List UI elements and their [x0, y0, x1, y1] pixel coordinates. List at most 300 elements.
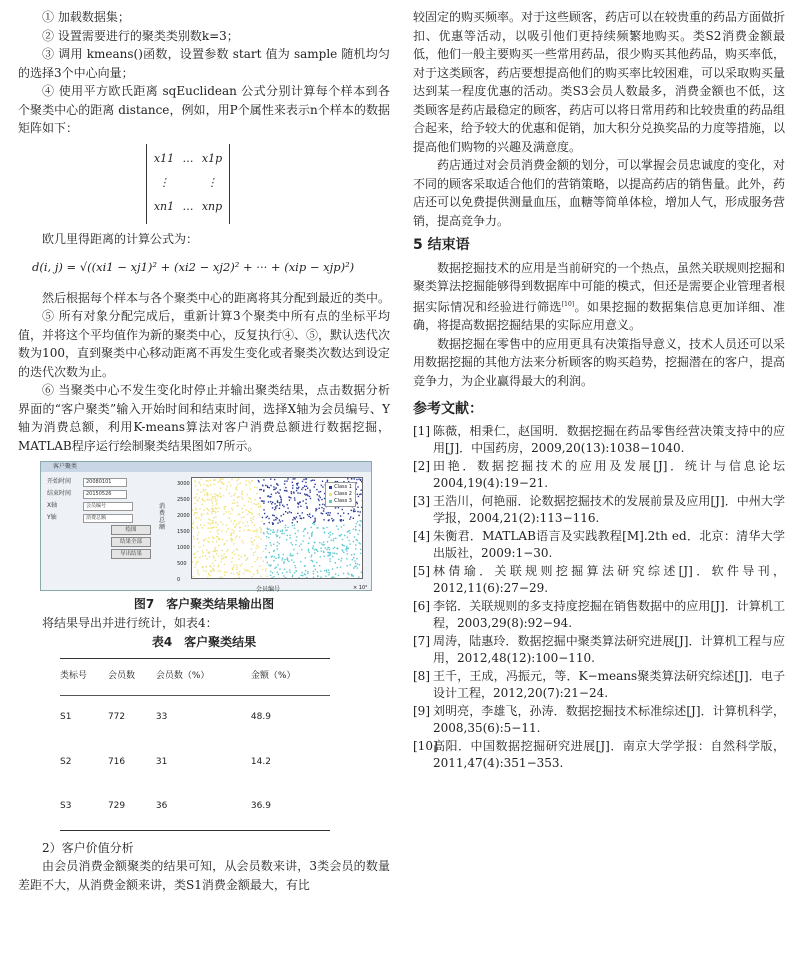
scatter-point: [234, 526, 235, 527]
scatter-point: [235, 488, 236, 489]
scatter-point: [268, 528, 269, 529]
scatter-point: [203, 545, 204, 546]
scatter-point: [296, 540, 297, 541]
scatter-point: [327, 480, 328, 481]
scatter-point: [329, 515, 330, 516]
scatter-point: [233, 500, 234, 501]
scatter-point: [250, 498, 251, 499]
scatter-point: [266, 536, 267, 537]
scatter-point: [321, 499, 322, 500]
scatter-point: [220, 521, 221, 522]
scatter-point: [198, 542, 199, 543]
scatter-point: [285, 511, 286, 512]
scatter-point: [305, 482, 306, 483]
scatter-point: [286, 571, 287, 572]
scatter-point: [258, 480, 259, 481]
scatter-point: [304, 573, 305, 574]
scatter-point: [360, 511, 361, 512]
scatter-point: [240, 565, 241, 566]
scatter-point: [271, 556, 272, 557]
scatter-point: [197, 500, 198, 501]
scatter-point: [230, 485, 231, 486]
scatter-point: [357, 511, 358, 512]
scatter-point: [261, 521, 262, 522]
scatter-point: [302, 487, 303, 488]
scatter-point: [207, 486, 208, 487]
y-tick: 3000: [177, 481, 190, 487]
scatter-point: [303, 479, 304, 480]
legend-entry: Class 1: [334, 484, 352, 490]
scatter-point: [251, 548, 252, 549]
scatter-point: [343, 512, 344, 513]
scatter-point: [345, 548, 346, 549]
scatter-point: [263, 479, 264, 480]
table-cell: 36.9: [251, 785, 330, 830]
scatter-point: [195, 485, 196, 486]
scatter-point: [330, 512, 331, 513]
scatter-point: [270, 478, 271, 479]
scatter-point: [197, 534, 198, 535]
reference-item: [3] 王浩川，何艳丽．论数据挖掘技术的发展前景及应用[J]．中州大学学报，2004,21(2):113−116.: [413, 493, 785, 525]
scatter-point: [210, 528, 211, 529]
scatter-point: [300, 544, 301, 545]
scatter-point: [297, 506, 298, 507]
scatter-point: [321, 550, 322, 551]
scatter-point: [203, 489, 204, 490]
scatter-point: [195, 508, 196, 509]
scatter-point: [284, 481, 285, 482]
scatter-point: [202, 556, 203, 557]
scatter-point: [277, 545, 278, 546]
scatter-point: [260, 532, 261, 533]
scatter-point: [285, 527, 286, 528]
scatter-point: [361, 507, 362, 508]
scatter-point: [218, 481, 219, 482]
scatter-point: [278, 557, 279, 558]
scatter-point: [280, 497, 281, 498]
scatter-point: [300, 561, 301, 562]
scatter-point: [206, 508, 207, 509]
scatter-point: [252, 544, 253, 545]
scatter-point: [293, 562, 294, 563]
scatter-point: [227, 540, 228, 541]
scatter-point: [269, 564, 270, 565]
matrix-cell: x1p: [201, 152, 223, 166]
scatter-point: [275, 519, 276, 520]
scatter-point: [253, 503, 254, 504]
end-date-input[interactable]: 20150526: [83, 490, 127, 499]
scatter-plot: [191, 477, 363, 579]
scatter-point: [239, 530, 240, 531]
scatter-point: [356, 523, 357, 524]
scatter-point: [237, 505, 238, 506]
scatter-point: [341, 519, 342, 520]
scatter-point: [208, 510, 209, 511]
scatter-point: [218, 545, 219, 546]
scatter-point: [324, 532, 325, 533]
scatter-point: [290, 497, 291, 498]
scatter-point: [209, 553, 210, 554]
scatter-point: [202, 498, 203, 499]
scatter-point: [271, 577, 272, 578]
scatter-point: [261, 489, 262, 490]
scatter-point: [254, 540, 255, 541]
scatter-point: [347, 573, 348, 574]
scatter-point: [348, 540, 349, 541]
scatter-point: [207, 499, 208, 500]
scatter-point: [323, 510, 324, 511]
scatter-point: [210, 523, 211, 524]
scatter-point: [240, 483, 241, 484]
scatter-point: [199, 497, 200, 498]
scatter-point: [333, 519, 334, 520]
scatter-point: [354, 554, 355, 555]
scatter-point: [269, 522, 270, 523]
scatter-point: [212, 508, 213, 509]
table-row: [60, 785, 330, 830]
scatter-point: [326, 570, 327, 571]
reference-item: [8] 王千，王成，冯振元，等．K−means聚类算法研究综述[J]．电子设计工程，2012,20(7):21−24.: [413, 668, 785, 700]
plot-y-label: 消费总额: [159, 503, 166, 531]
scatter-point: [267, 516, 268, 517]
scatter-point: [256, 548, 257, 549]
scatter-point: [323, 519, 324, 520]
scatter-point: [252, 566, 253, 567]
scatter-point: [193, 546, 194, 547]
export-button[interactable]: 导出结果: [111, 549, 151, 559]
scatter-point: [194, 566, 195, 567]
scatter-point: [309, 538, 310, 539]
paragraph: 药店通过对会员消费金额的划分，可以掌握会员忠诚度的变化，对不同的顾客采取适合他们的营销策略，以提高药店的销售量。此外，药店还可以免费提供测量血压，血糖等简单体检，增加人气，形成服务营销，提高竞争力。: [413, 158, 786, 228]
scatter-point: [233, 495, 234, 496]
scatter-point: [347, 553, 348, 554]
scatter-point: [231, 538, 232, 539]
scatter-point: [280, 521, 281, 522]
scatter-point: [288, 561, 289, 562]
scatter-point: [309, 490, 310, 491]
scatter-point: [233, 550, 234, 551]
scatter-point: [236, 524, 237, 525]
scatter-point: [286, 480, 287, 481]
scatter-point: [210, 575, 211, 576]
scatter-point: [322, 481, 323, 482]
scatter-point: [256, 504, 257, 505]
scatter-point: [215, 512, 216, 513]
scatter-point: [207, 480, 208, 481]
scatter-point: [289, 569, 290, 570]
scatter-point: [301, 489, 302, 490]
scatter-point: [234, 554, 235, 555]
x-axis-select[interactable]: 会员编号: [83, 502, 133, 511]
scatter-point: [210, 566, 211, 567]
scatter-point: [314, 480, 315, 481]
scatter-point: [284, 490, 285, 491]
scatter-point: [250, 512, 251, 513]
scatter-point: [340, 515, 341, 516]
scatter-point: [268, 518, 269, 519]
scatter-point: [292, 482, 293, 483]
reference-item: [2] 田艳．数据挖掘技术的应用及发展[J]．统计与信息论坛 2004,19(4):19−21.: [413, 458, 785, 490]
scatter-point: [309, 552, 310, 553]
scatter-point: [322, 486, 323, 487]
scatter-point: [203, 510, 204, 511]
scatter-point: [215, 516, 216, 517]
scatter-point: [212, 541, 213, 542]
scatter-point: [276, 531, 277, 532]
scatter-point: [195, 512, 196, 513]
scatter-point: [192, 523, 193, 524]
scatter-point: [297, 483, 298, 484]
scatter-point: [279, 537, 280, 538]
scatter-point: [217, 499, 218, 500]
sub-heading: 2）客户价值分析: [42, 840, 134, 855]
scatter-point: [224, 507, 225, 508]
scatter-point: [311, 527, 312, 528]
scatter-point: [313, 545, 314, 546]
scatter-point: [294, 565, 295, 566]
data-matrix: [146, 144, 390, 224]
scatter-point: [214, 511, 215, 512]
scatter-point: [265, 568, 266, 569]
scatter-point: [257, 572, 258, 573]
scatter-point: [269, 496, 270, 497]
scatter-point: [297, 502, 298, 503]
scatter-point: [222, 539, 223, 540]
scatter-point: [341, 558, 342, 559]
scatter-point: [210, 484, 211, 485]
citation: [10]: [561, 300, 575, 308]
scatter-point: [296, 536, 297, 537]
scatter-point: [223, 554, 224, 555]
scatter-point: [216, 550, 217, 551]
scatter-point: [194, 481, 195, 482]
scatter-point: [275, 534, 276, 535]
scatter-point: [296, 483, 297, 484]
scatter-point: [347, 577, 348, 578]
scatter-point: [334, 547, 335, 548]
scatter-point: [231, 496, 232, 497]
scatter-point: [193, 538, 194, 539]
scatter-point: [360, 553, 361, 554]
scatter-point: [269, 552, 270, 553]
scatter-point: [268, 501, 269, 502]
scatter-point: [253, 554, 254, 555]
scatter-point: [272, 502, 273, 503]
scatter-point: [327, 555, 328, 556]
step-3: ③ 调用 kmeans()函数，设置参数 start 值为 sample 随机均匀的选择3个中心向量；: [18, 47, 390, 80]
scatter-point: [231, 479, 232, 480]
scatter-point: [360, 549, 361, 550]
scatter-point: [344, 535, 345, 536]
scatter-point: [335, 573, 336, 574]
scatter-point: [273, 560, 274, 561]
scatter-point: [353, 557, 354, 558]
scatter-point: [207, 577, 208, 578]
scatter-point: [351, 574, 352, 575]
scatter-point: [323, 544, 324, 545]
scatter-point: [243, 522, 244, 523]
scatter-point: [354, 560, 355, 561]
scatter-point: [293, 478, 294, 479]
scatter-point: [213, 511, 214, 512]
scatter-point: [353, 518, 354, 519]
scatter-point: [317, 571, 318, 572]
scatter-point: [312, 532, 313, 533]
scatter-point: [278, 554, 279, 555]
scatter-point: [357, 534, 358, 535]
scatter-point: [274, 532, 275, 533]
scatter-point: [227, 486, 228, 487]
scatter-point: [246, 480, 247, 481]
scatter-point: [272, 515, 273, 516]
scatter-point: [251, 576, 252, 577]
scatter-point: [311, 560, 312, 561]
scatter-point: [311, 533, 312, 534]
scatter-point: [295, 544, 296, 545]
scatter-point: [231, 561, 232, 562]
scatter-point: [210, 494, 211, 495]
right-column: [413, 8, 785, 773]
scatter-point: [276, 483, 277, 484]
scatter-point: [295, 533, 296, 534]
scatter-point: [340, 560, 341, 561]
scatter-point: [211, 508, 212, 509]
scatter-point: [350, 564, 351, 565]
scatter-point: [297, 553, 298, 554]
scatter-point: [274, 568, 275, 569]
scatter-point: [224, 543, 225, 544]
scatter-point: [256, 529, 257, 530]
result-button[interactable]: 结果全部: [111, 537, 151, 547]
scatter-point: [353, 529, 354, 530]
scatter-point: [282, 520, 283, 521]
scatter-point: [259, 527, 260, 528]
scatter-point: [276, 505, 277, 506]
scatter-point: [257, 487, 258, 488]
scatter-point: [292, 555, 293, 556]
scatter-point: [353, 508, 354, 509]
scatter-point: [285, 577, 286, 578]
scatter-point: [320, 571, 321, 572]
scatter-point: [300, 506, 301, 507]
table-cell: 772: [107, 712, 126, 722]
scatter-point: [244, 555, 245, 556]
scatter-point: [230, 534, 231, 535]
scatter-point: [326, 549, 327, 550]
scatter-point: [220, 496, 221, 497]
scatter-point: [223, 557, 224, 558]
scatter-point: [305, 570, 306, 571]
scatter-point: [263, 561, 264, 562]
scatter-point: [270, 501, 271, 502]
scatter-point: [312, 515, 313, 516]
scatter-point: [270, 485, 271, 486]
scatter-point: [273, 544, 274, 545]
paragraph-text: 。如果挖掘的数据集信息更加详细、准确，将提高数据挖掘结果的实际应用意义。: [413, 299, 785, 332]
legend-entry: Class 2: [334, 491, 352, 497]
scatter-point: [229, 493, 230, 494]
scatter-point: [329, 555, 330, 556]
scatter-point: [294, 572, 295, 573]
scatter-point: [260, 505, 261, 506]
scatter-point: [230, 521, 231, 522]
plot-button[interactable]: 绘图: [111, 525, 151, 535]
scatter-point: [237, 502, 238, 503]
scatter-point: [335, 578, 336, 579]
scatter-point: [241, 517, 242, 518]
scatter-point: [293, 492, 294, 493]
scatter-point: [200, 491, 201, 492]
scatter-point: [291, 493, 292, 494]
scatter-point: [361, 490, 362, 491]
export-text: 将结果导出并进行统计，如表4：: [42, 615, 218, 630]
scatter-point: [325, 576, 326, 577]
scatter-point: [262, 485, 263, 486]
table-header: 类标号: [60, 658, 108, 696]
scatter-point: [272, 532, 273, 533]
scatter-point: [258, 481, 259, 482]
scatter-point: [203, 491, 204, 492]
scatter-point: [280, 502, 281, 503]
scatter-point: [287, 535, 288, 536]
scatter-point: [359, 525, 360, 526]
scatter-point: [244, 505, 245, 506]
scatter-point: [330, 534, 331, 535]
scatter-point: [297, 521, 298, 522]
scatter-point: [300, 501, 301, 502]
scatter-point: [304, 565, 305, 566]
scatter-point: [232, 510, 233, 511]
scatter-point: [194, 512, 195, 513]
scatter-point: [245, 560, 246, 561]
scatter-point: [314, 521, 315, 522]
scatter-point: [242, 494, 243, 495]
start-date-input[interactable]: 20080101: [83, 478, 127, 487]
scatter-point: [256, 559, 257, 560]
table-cell: 48.9: [250, 712, 271, 722]
scatter-point: [223, 495, 224, 496]
scatter-point: [207, 541, 208, 542]
scatter-point: [202, 552, 203, 553]
scatter-point: [202, 504, 203, 505]
y-tick: 1500: [177, 529, 190, 535]
y-axis-select[interactable]: 消费总额: [83, 514, 133, 523]
scatter-point: [226, 525, 227, 526]
scatter-point: [283, 533, 284, 534]
step-2: ② 设置需要进行的聚类类别数k=3；: [42, 28, 239, 43]
scatter-point: [351, 510, 352, 511]
scatter-point: [330, 532, 331, 533]
scatter-point: [211, 571, 212, 572]
scatter-point: [215, 522, 216, 523]
scatter-point: [208, 574, 209, 575]
scatter-point: [211, 499, 212, 500]
scatter-point: [294, 524, 295, 525]
scatter-point: [353, 575, 354, 576]
scatter-point: [323, 542, 324, 543]
scatter-point: [213, 557, 214, 558]
scatter-point: [202, 527, 203, 528]
scatter-point: [287, 508, 288, 509]
scatter-point: [277, 500, 278, 501]
scatter-point: [197, 572, 198, 573]
scatter-point: [198, 532, 199, 533]
y-tick: 500: [177, 561, 187, 567]
table-cell: 31: [155, 756, 168, 767]
scatter-point: [325, 547, 326, 548]
scatter-point: [215, 500, 216, 501]
scatter-point: [233, 566, 234, 567]
